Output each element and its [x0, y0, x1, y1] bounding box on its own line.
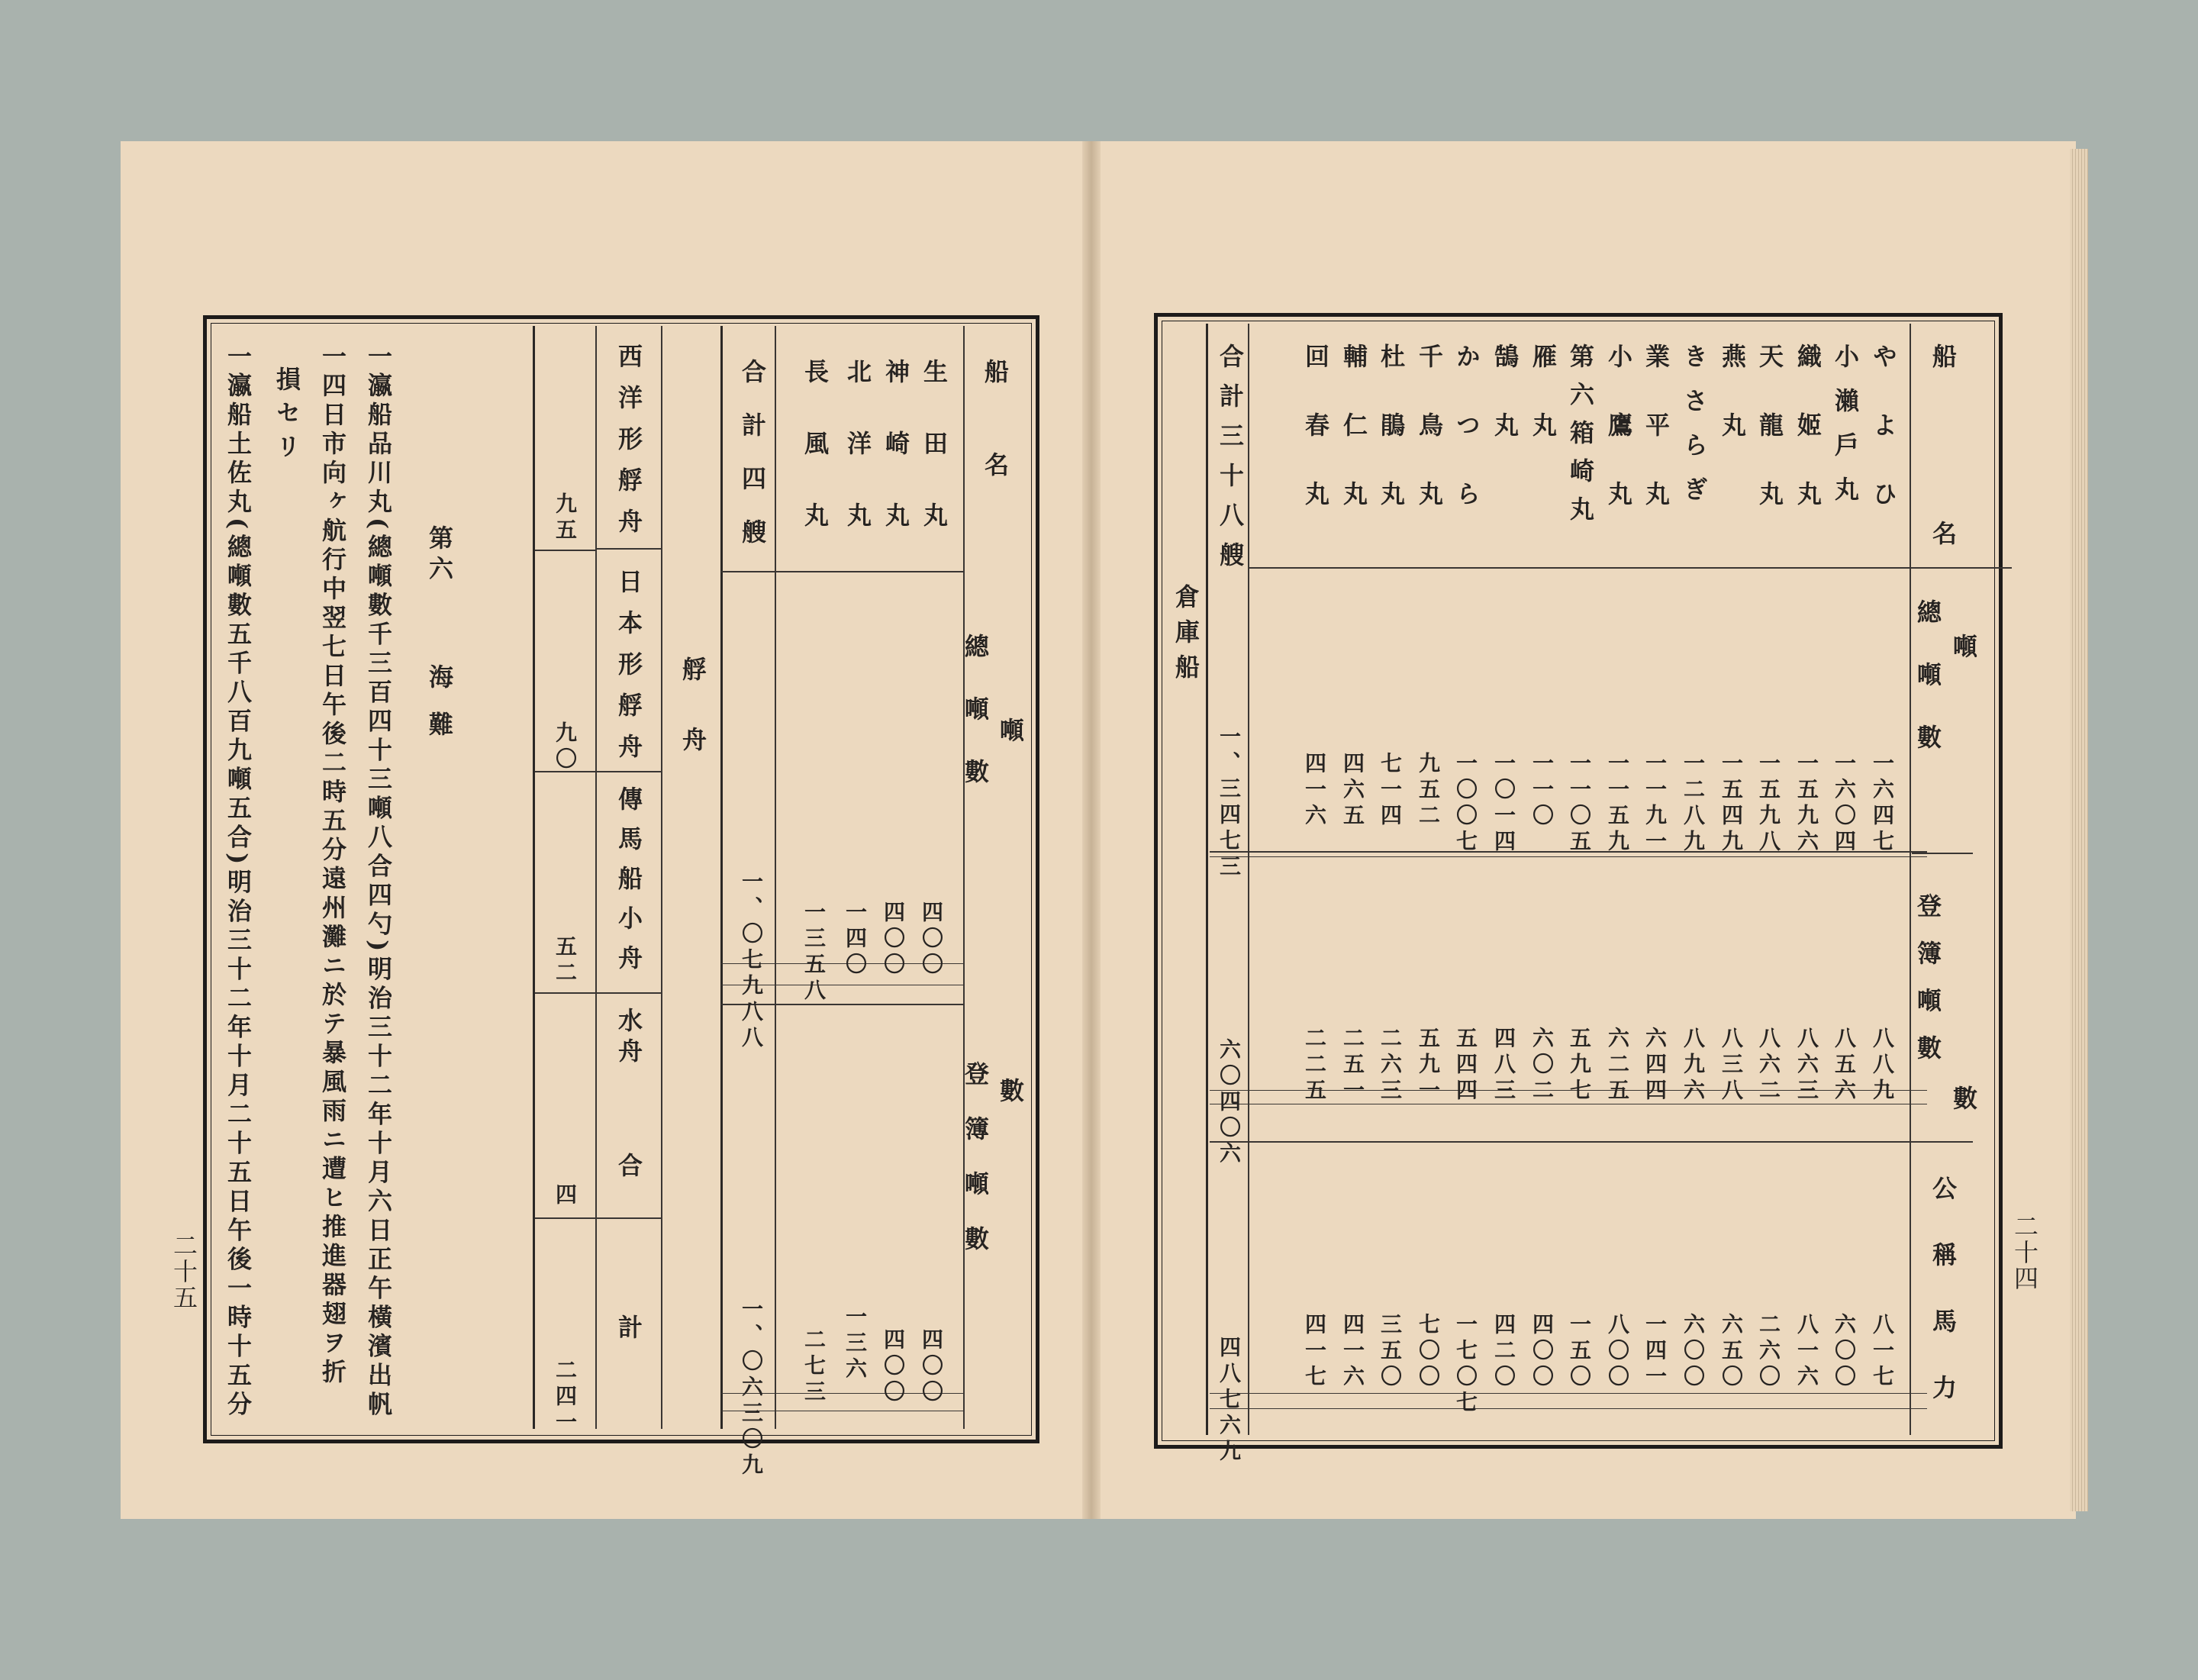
small-craft-col: 合計	[614, 1153, 643, 1476]
right-page-number: 二十四	[2010, 1214, 2039, 1291]
vessel-name: 織姬丸	[1794, 343, 1823, 550]
vessel-registered: 八八九	[1870, 1027, 1895, 1104]
vessel-total: 一一〇五	[1567, 752, 1592, 856]
vessel-registered: 二二五	[1302, 1027, 1327, 1104]
vessel-name: 輔仁丸	[1339, 343, 1368, 550]
section-line: 一瀛船品川丸(總噸數千三百四十三噸八合四勺)明治三十二年十月六日正午橫濱出帆	[364, 343, 393, 1420]
header-vessel-name: 船名	[981, 359, 1010, 545]
small-craft-value: 九〇	[553, 721, 578, 773]
vessel-name: 鵠丸	[1491, 343, 1520, 481]
header-total-tonnage: 總噸數	[1913, 599, 1942, 787]
vessel-name: 生田丸	[920, 359, 949, 574]
vessel-hp: 一五〇	[1567, 1313, 1592, 1391]
vessel-hp: 一四一	[1642, 1313, 1668, 1391]
vessel-total: 一三五八	[801, 901, 827, 1004]
vessel-hp: 六〇〇	[1681, 1313, 1706, 1391]
vessel-registered: 二六三	[1378, 1027, 1403, 1104]
vessel-total: 一〇一四	[1491, 752, 1516, 856]
vessel-name: 杜鵑丸	[1377, 343, 1406, 550]
section-heading: 第六	[425, 525, 454, 586]
vessel-total: 一一九一	[1642, 752, 1668, 856]
vessel-total: 一六四七	[1870, 752, 1895, 856]
small-craft-col: 水舟	[614, 1008, 643, 1069]
vessel-total: 一一〇	[1529, 752, 1555, 830]
vessel-total: 一六〇四	[1832, 752, 1857, 856]
vessel-hp: 二六〇	[1756, 1313, 1781, 1391]
vessel-hp: 六〇〇	[1832, 1313, 1857, 1391]
small-craft-col: 傳馬船小舟	[614, 786, 643, 985]
vessel-registered: 六四四	[1642, 1027, 1668, 1104]
vessel-registered: 五四四	[1453, 1027, 1478, 1104]
page-edges	[2070, 149, 2088, 1511]
vessel-hp: 三五〇	[1378, 1313, 1403, 1391]
vessel-total: 四〇〇	[919, 901, 944, 979]
vessel-hp: 四二〇	[1491, 1313, 1516, 1391]
vessel-name: 千鳥丸	[1415, 343, 1444, 550]
vessel-registered: 四〇〇	[881, 1328, 906, 1406]
header-tonnage: 噸數	[1949, 634, 1978, 1537]
vessel-registered: 八三八	[1719, 1027, 1744, 1104]
vessel-hp: 八一七	[1870, 1313, 1895, 1391]
small-craft-label: 艀舟	[678, 656, 707, 797]
vessel-total-row-total: 一、〇七九八八	[739, 870, 764, 1052]
vessel-hp: 四一六	[1340, 1313, 1365, 1391]
header-vessel-name: 船名	[1929, 343, 1958, 698]
vessel-name: かつら	[1452, 343, 1481, 550]
header-registered-tonnage: 登簿噸數	[961, 1061, 990, 1281]
vessel-total: 四〇〇	[881, 901, 906, 979]
vessel-hp: 八〇〇	[1605, 1313, 1630, 1391]
vessel-registered: 二五一	[1340, 1027, 1365, 1104]
vessel-name: 天龍丸	[1755, 343, 1784, 550]
storage-label: 倉庫船	[1172, 584, 1201, 689]
vessel-total: 一二八九	[1681, 752, 1706, 856]
small-craft-col: 日本形艀舟	[614, 569, 643, 775]
vessel-registered: 一三六	[843, 1305, 868, 1383]
section-line: 一瀛船土佐丸(總噸數五千八百九噸五合)明治三十二年十月二十五日午後一時十五分	[224, 343, 253, 1420]
vessel-registered: 六二五	[1605, 1027, 1630, 1104]
vessel-name: 小瀨戶丸	[1831, 343, 1860, 521]
vessel-name: 業平丸	[1642, 343, 1671, 550]
vessel-hp: 八一六	[1794, 1313, 1819, 1391]
vessel-total: 四一六	[1302, 752, 1327, 830]
right-total-row-name: 合計三十八艘	[1216, 343, 1245, 582]
section-subheading: 海難	[425, 664, 454, 759]
book-gutter	[1082, 141, 1101, 1519]
vessel-total: 七一四	[1378, 752, 1403, 830]
vessel-registered: 八五六	[1832, 1027, 1857, 1104]
vessel-registered: 六〇二	[1529, 1027, 1555, 1104]
section-line: 一四日市向ヶ航行中翌七日午後二時五分遠州灘ニ於テ暴風雨ニ遭ヒ推進器翅ヲ折	[318, 343, 347, 1388]
vessel-name: 回春丸	[1301, 343, 1330, 550]
vessel-name: 雁丸	[1529, 343, 1558, 481]
vessel-name: きさらぎ	[1680, 343, 1709, 521]
right-total-row-total: 一、三四七三	[1217, 725, 1242, 881]
vessel-total: 一〇〇七	[1453, 752, 1478, 856]
vessel-registered: 八九六	[1681, 1027, 1706, 1104]
small-craft-value: 九五	[553, 492, 578, 544]
vessel-total-row-registered: 一、〇六三〇九	[739, 1298, 764, 1479]
vessel-registered: 四〇〇	[919, 1328, 944, 1406]
vessel-name: やよひ	[1869, 343, 1898, 550]
vessel-name: 長風丸	[801, 359, 830, 574]
vessel-registered: 五九七	[1567, 1027, 1592, 1104]
vessel-name: 燕丸	[1718, 343, 1747, 481]
small-craft-value: 二四一	[553, 1359, 578, 1437]
vessel-total: 九五二	[1416, 752, 1441, 830]
vessel-hp: 四〇〇	[1529, 1313, 1555, 1391]
vessel-hp: 七〇〇	[1416, 1313, 1441, 1391]
header-total-tonnage: 總噸數	[961, 634, 990, 821]
vessel-total: 一五四九	[1719, 752, 1744, 856]
vessel-name: 北洋丸	[843, 359, 872, 574]
vessel-registered: 八六二	[1756, 1027, 1781, 1104]
vessel-total-row-name: 合計四艘	[738, 359, 767, 572]
vessel-registered: 八六三	[1794, 1027, 1819, 1104]
left-page-number: 二十五	[169, 1233, 198, 1311]
vessel-name: 小鷹丸	[1604, 343, 1633, 550]
vessel-total: 一四〇	[843, 901, 868, 979]
right-total-row-hp: 四八七六九	[1217, 1336, 1242, 1466]
vessel-total: 一五九六	[1794, 752, 1819, 856]
vessel-hp: 六五〇	[1719, 1313, 1744, 1391]
small-craft-value: 四	[553, 1183, 578, 1209]
vessel-registered: 二七三	[801, 1328, 827, 1406]
vessel-registered: 四八三	[1491, 1027, 1516, 1104]
vessel-name: 第六箱崎丸	[1566, 343, 1595, 534]
small-craft-value: 五二	[553, 935, 578, 987]
vessel-hp: 一七〇七	[1453, 1313, 1478, 1417]
vessel-name: 神崎丸	[881, 359, 910, 574]
right-total-row-registered: 六〇四〇六	[1217, 1038, 1242, 1168]
vessel-hp: 四一七	[1302, 1313, 1327, 1391]
small-craft-col: 西洋形艀舟	[614, 343, 643, 550]
section-line: 損セリ	[272, 366, 301, 467]
header-registered-tonnage: 登簿噸數	[1913, 893, 1942, 1082]
vessel-total: 一一五九	[1605, 752, 1630, 856]
header-tonnage: 噸數	[996, 717, 1025, 1438]
vessel-registered: 五九一	[1416, 1027, 1441, 1104]
header-horsepower: 公稱馬力	[1929, 1175, 1958, 1441]
vessel-total: 四六五	[1340, 752, 1365, 830]
vessel-total: 一五九八	[1756, 752, 1781, 856]
